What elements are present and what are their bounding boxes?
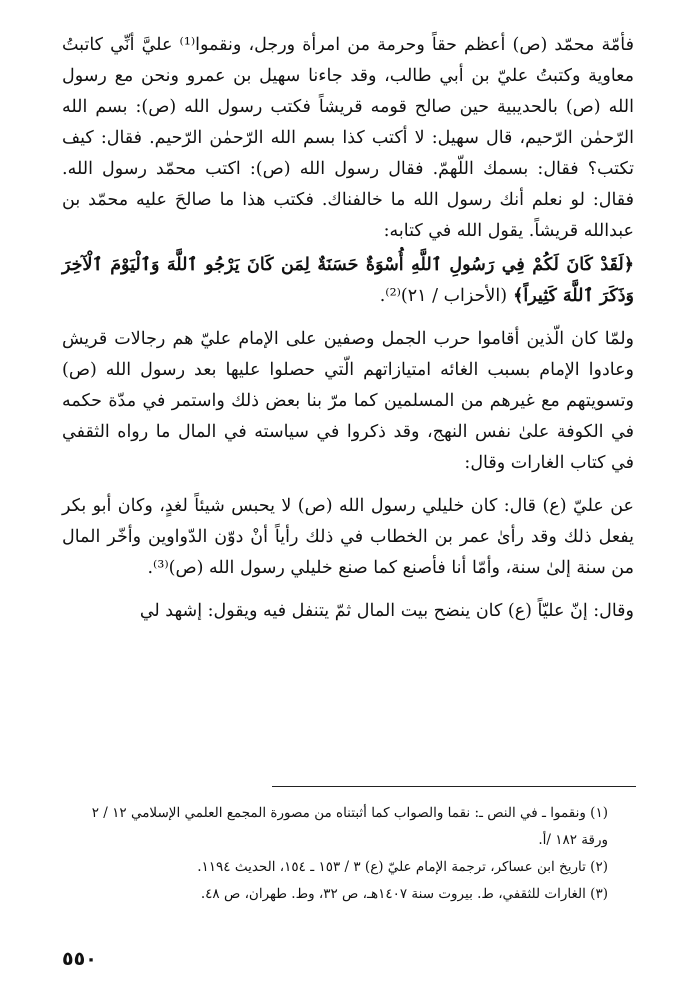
quran-verse-text: ﴿لَقَدْ كَانَ لَكُمْ فِي رَسُولِ ٱللَّهِ أُسْوَةٌ حَسَنَةٌ لِمَن كَانَ يَرْجُو ٱللَّهَ وَٱلْيَوْمَ ٱلْآخِرَ وَذَكَرَ ٱللَّهَ كَثِيراً﴾ xyxy=(62,255,634,306)
page-body xyxy=(62,30,634,627)
footnotes xyxy=(62,800,634,908)
footnote-2: (٢) تاريخ ابن عساكر، ترجمة الإمام عليّ (ع) ٣ / ١٥٣ ـ ١٥٤، الحديث ١١٩٤. xyxy=(197,859,608,875)
page-number: ٥٥٠ xyxy=(62,948,97,970)
footnote-1: (١) ونقموا ـ في النص ـ: نقما والصواب كما أثبتناه من مصورة المجمع العلمي الإسلامي ١٢ / ٢ ورقة ١٨٢ /أ. xyxy=(91,805,608,848)
paragraph-3: عن عليّ (ع) قال: كان خليلي رسول الله (ص) لا يحبس شيئاً لغدٍ، وكان أبو بكر يفعل ذلك وقد رأىٰ عمر بن الخطاب في ذلك رأياً أنْ دوّن الدّواوين وأخّر المال من سنة إلىٰ سنة، وأمّا أنا فأصنع كما صنع خليلي رسول الله (ص)⁽³⁾. xyxy=(62,496,634,578)
paragraph-2: ولمّا كان الّذين أقاموا حرب الجمل وصفين على الإمام عليّ هم رجالات قريش وعادوا الإمام بسبب الغائه امتيازاتهم الّتي حصلوا عليها بعد رسول الله (ص) وتسويتهم مع غيرهم من المسلمين كما مرّ بنا بعض ذلك واستمر في مدّة حكمه في الكوفة علىٰ نفس النهج، وقد ذكروا في سياسته في المال ما رواه الثقفي في كتاب الغارات وقال: xyxy=(62,329,634,473)
paragraph-4: وقال: إنّ عليّاً (ع) كان ينضح بيت المال ثمّ يتنفل فيه ويقول: إشهد لي xyxy=(139,601,634,621)
footnote-3: (٣) الغارات للثقفي، ط. بيروت سنة ١٤٠٧هـ، ص ٣٢، وط. طهران، ص ٤٨. xyxy=(200,886,608,902)
quran-reference: (الأحزاب / ٢١)⁽²⁾. xyxy=(379,286,508,306)
footnote-separator xyxy=(272,786,636,787)
paragraph-1: فأمّة محمّد (ص) أعظم حقاً وحرمة من امرأة ورجل، ونقموا⁽¹⁾ عليَّ أنِّي كاتبتُ معاوية وكتبتُ عليّ بن أبي طالب، وقد جاءنا سهيل بن عمرو ونحن مع رسول الله (ص) بالحديبية حين صالح قومه قريشاً فكتب رسول الله (ص): بسم الله الرّحمٰن الرّحيم، قال سهيل: لا أكتب كذا بسم الله الرّحمٰن الرّحيم. فقال: كيف تكتب؟ فقال: بسمك اللّهمّ. فقال رسول الله (ص): اكتب محمّد رسول الله. فقال: لو نعلم أنك رسول الله ما خالفناك. فكتب هذا ما صالحَ عليه محمّد بن عبدالله قريشاً. يقول الله في كتابه: xyxy=(62,35,634,241)
quran-verse xyxy=(62,250,634,312)
